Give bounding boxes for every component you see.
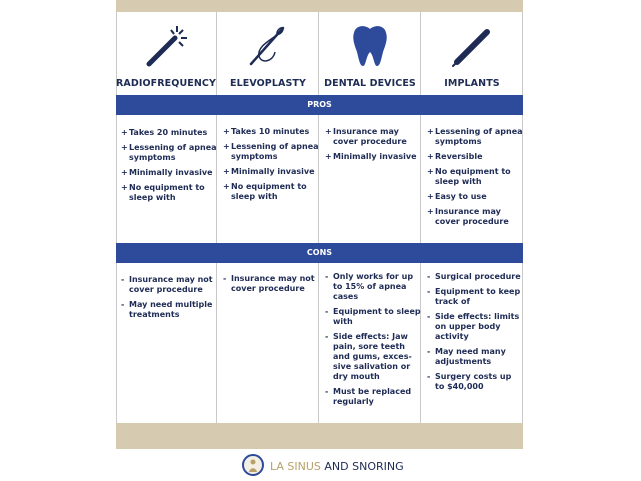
con-item: - Surgery costs up to $40,000 (427, 372, 512, 391)
top-border (116, 0, 523, 12)
pro-item: + No equipment to sleep with (121, 183, 205, 202)
con-item: - Side effects: Jaw pain, sore teeth and gums, exces-sive salivation or dry mouth (325, 332, 412, 381)
pro-item: + Takes 10 minutes (223, 127, 310, 136)
divider (318, 12, 319, 423)
magic-wand-icon (141, 22, 191, 68)
column-title: RADIOFREQUENCY (116, 78, 216, 89)
con-item: - Equipment to sleep with (325, 307, 421, 326)
con-item: - Side effects: limits on upper body activity (427, 312, 520, 341)
brand-name: LA SINUS AND SNORING (270, 460, 404, 473)
con-item: - Only works for up to 15% of apnea cases (325, 272, 414, 301)
pro-item: + Lessening of apnea symptoms (427, 127, 523, 146)
pro-item: + Takes 20 minutes (121, 128, 208, 137)
column-title: ELEVOPLASTY (230, 78, 306, 89)
pro-item: + Insurance may cover procedure (427, 207, 509, 226)
pros-cell-dental-devices (325, 127, 421, 167)
pro-item: + Minimally invasive (325, 152, 417, 161)
con-item: - Insurance may not cover procedure (121, 275, 213, 294)
pros-cell-radiofrequency (121, 128, 217, 208)
cons-cell-dental-devices (325, 272, 421, 412)
divider (216, 12, 217, 423)
pro-item: + Lessening of apnea symptoms (223, 142, 319, 161)
pro-item: + Reversible (427, 152, 483, 161)
column-title: DENTAL DEVICES (324, 78, 416, 89)
tooth-icon (345, 22, 395, 68)
column-header-radiofrequency (116, 12, 216, 95)
bottom-border (116, 423, 523, 449)
con-item: - Equipment to keep track of (427, 287, 521, 306)
con-item: - Must be replaced regularly (325, 387, 412, 406)
pros-cell-implants (427, 127, 523, 232)
cons-band: CONS (116, 243, 523, 263)
pro-item: + Insurance may cover procedure (325, 127, 407, 146)
pro-item: + Lessening of apnea symptoms (121, 143, 217, 162)
implant-rod-icon (447, 22, 497, 68)
needle-thread-icon (243, 22, 293, 68)
cons-cell-implants (427, 272, 523, 397)
pro-item: + Easy to use (427, 192, 487, 201)
pro-item: + Minimally invasive (223, 167, 315, 176)
comparison-infographic (116, 0, 523, 481)
cons-cell-radiofrequency (121, 275, 217, 325)
pro-item: + No equipment to sleep with (427, 167, 511, 186)
cons-cell-elevoplasty (223, 274, 319, 299)
pros-band: PROS (116, 95, 523, 115)
column-header-dental-devices (320, 12, 420, 95)
brand-figure-icon (244, 456, 262, 474)
con-item: - May need multiple treatments (121, 300, 213, 319)
column-title: IMPLANTS (444, 78, 500, 89)
con-item: - May need many adjustments (427, 347, 506, 366)
pros-cell-elevoplasty (223, 127, 319, 207)
column-header-implants (422, 12, 522, 95)
column-header-elevoplasty (218, 12, 318, 95)
pro-item: + No equipment to sleep with (223, 182, 307, 201)
con-item: - Insurance may not cover procedure (223, 274, 315, 293)
con-item: - Surgical procedure (427, 272, 521, 281)
pro-item: + Minimally invasive (121, 168, 213, 177)
brand-logo-icon (242, 454, 264, 476)
